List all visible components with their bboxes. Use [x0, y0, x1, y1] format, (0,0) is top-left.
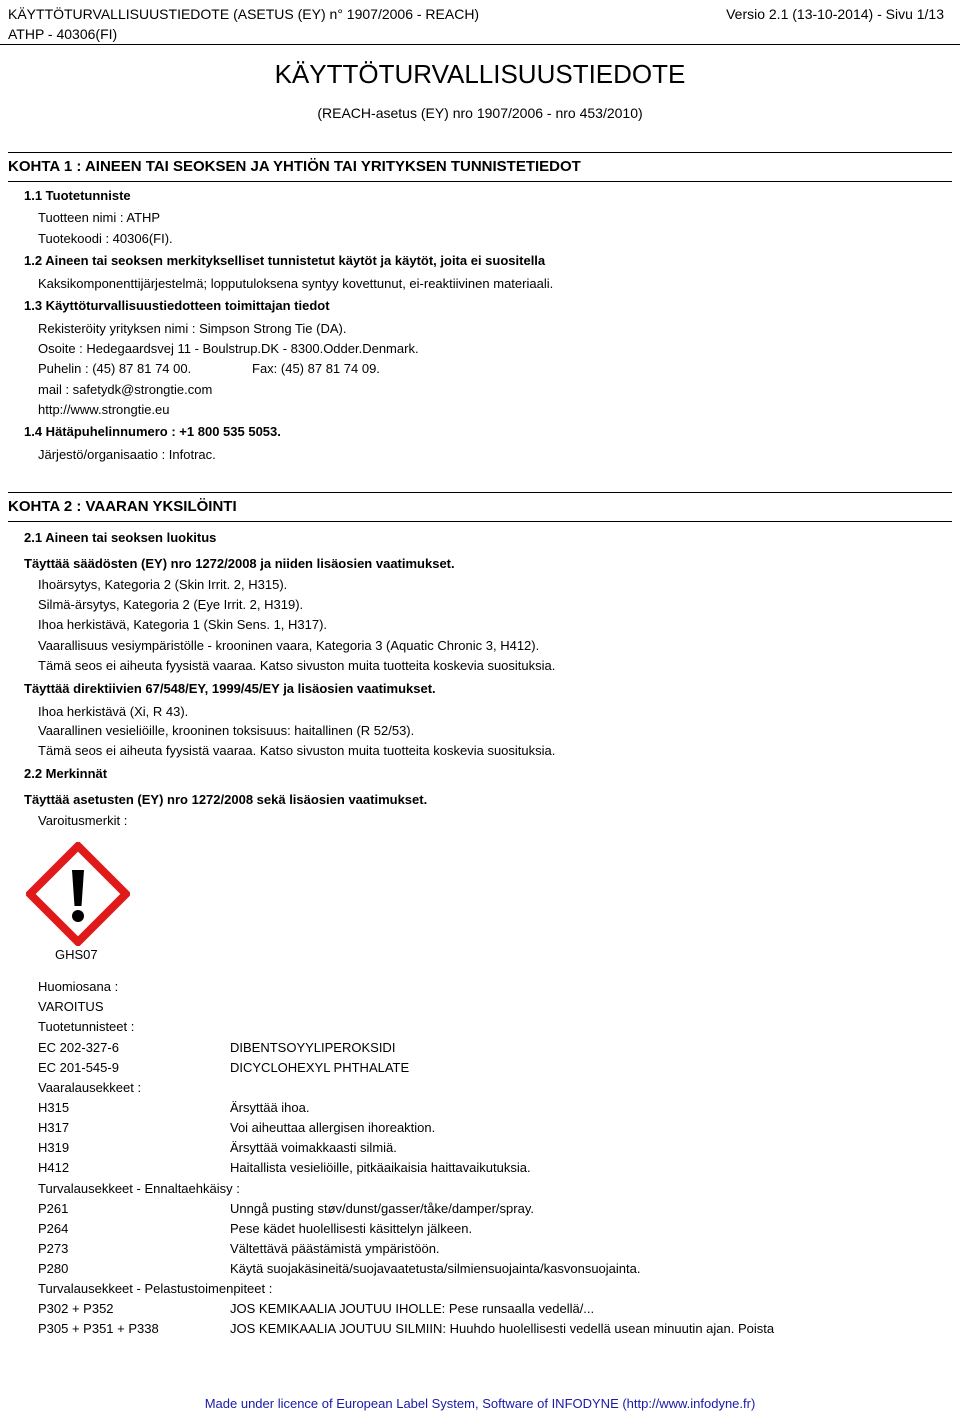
document-subtitle: (REACH-asetus (EY) nro 1907/2006 - nro 453/2010) — [317, 105, 643, 121]
section-2-heading-text: KOHTA 2 : VAARAN YKSILÖINTI — [8, 498, 237, 515]
precaution-text: JOS KEMIKAALIA JOUTUU IHOLLE: Pese runsaalla vedellä/... — [230, 1301, 595, 1316]
prevention-statements-label: Turvalausekkeet - Ennaltaehkäisy : — [38, 1181, 240, 1196]
clp-item: Tämä seos ei aiheuta fyysistä vaaraa. Katso sivuston muita tuotteita koskevia suosituksia. — [38, 658, 556, 673]
precaution-code: P273 — [38, 1241, 69, 1256]
dsd-item: Ihoa herkistävä (Xi, R 43). — [38, 704, 189, 719]
clp-classification-heading: Täyttää säädösten (EY) nro 1272/2008 ja niiden lisäosien vaatimukset. — [24, 556, 455, 571]
hazard-code: H317 — [38, 1120, 70, 1135]
subsection-2-1: 2.1 Aineen tai seoksen luokitus — [24, 530, 217, 545]
product-code: Tuotekoodi : 40306(FI). — [38, 231, 173, 246]
precaution-code: P305 + P351 + P338 — [38, 1321, 159, 1336]
section-1-heading-text: KOHTA 1 : AINEEN TAI SEOKSEN JA YHTIÖN TAI YRITYKSEN TUNNISTETIEDOT — [8, 158, 581, 175]
subsection-1-3: 1.3 Käyttöturvallisuustiedotteen toimittajan tiedot — [24, 298, 330, 313]
subsection-2-2: 2.2 Merkinnät — [24, 766, 108, 781]
label-elements-heading: Täyttää asetusten (EY) nro 1272/2008 sekä lisäosien vaatimukset. — [24, 792, 428, 807]
precaution-code: P264 — [38, 1221, 69, 1236]
section-2-heading — [8, 490, 952, 517]
identifier-code: EC 202-327-6 — [38, 1040, 119, 1055]
section-1-heading — [8, 150, 952, 177]
company-email[interactable]: mail : safetydk@strongtie.com — [38, 382, 213, 397]
section-2-top-rule — [8, 492, 952, 493]
signal-word: VAROITUS — [38, 999, 104, 1014]
exclamation-mark-diamond-icon — [26, 842, 130, 946]
clp-item: Ihoa herkistävä, Kategoria 1 (Skin Sens. 1, H317). — [38, 617, 328, 632]
identifier-name: DIBENTSOYYLIPEROKSIDI — [230, 1040, 396, 1055]
precaution-text: Pese kädet huolellisesti käsittelyn jälkeen. — [230, 1221, 473, 1236]
hazard-text: Ärsyttää ihoa. — [230, 1100, 310, 1115]
emergency-organisation: Järjestö/organisaatio : Infotrac. — [38, 447, 216, 462]
page-header-left — [8, 4, 479, 44]
hazard-text: Voi aiheuttaa allergisen ihoreaktion. — [230, 1120, 436, 1135]
identifiers-label: Tuotetunnisteet : — [38, 1019, 135, 1034]
precaution-text: JOS KEMIKAALIA JOUTUU SILMIIN: Huuhdo huolellisesti vedellä usean minuutin ajan. Poista — [230, 1321, 775, 1336]
hazard-text: Ärsyttää voimakkaasti silmiä. — [230, 1140, 397, 1155]
precaution-text: Unngå pusting støv/dunst/gasser/tåke/damper/spray. — [230, 1201, 534, 1216]
clp-item: Ihoärsytys, Kategoria 2 (Skin Irrit. 2, H315). — [38, 577, 288, 592]
company-phone: Puhelin : (45) 87 81 74 00. — [38, 361, 192, 376]
identified-use: Kaksikomponenttijärjestelmä; lopputuloksena syntyy kovettunut, ei-reaktiivinen materiaali. — [38, 276, 554, 291]
section-1-top-rule — [8, 152, 952, 153]
clp-item: Vaarallisuus vesiympäristölle - krooninen vaara, Kategoria 3 (Aquatic Chronic 3, H412). — [38, 638, 540, 653]
precaution-code: P302 + P352 — [38, 1301, 114, 1316]
signal-word-label: Huomiosana : — [38, 979, 119, 994]
identifier-code: EC 201-545-9 — [38, 1060, 119, 1075]
header-product-id: ATHP - 40306(FI) — [8, 26, 118, 42]
pictograms-label: Varoitusmerkit : — [38, 813, 128, 828]
response-statements-label: Turvalausekkeet - Pelastustoimenpiteet : — [38, 1281, 273, 1296]
precaution-text: Käytä suojakäsineitä/suojavaatetusta/silmiensuojainta/kasvonsuojainta. — [230, 1261, 641, 1276]
hazard-code: H319 — [38, 1140, 70, 1155]
hazard-code: H412 — [38, 1160, 70, 1175]
header-document-title: KÄYTTÖTURVALLISUUSTIEDOTE (ASETUS (EY) n° 1907/2006 - REACH) — [8, 6, 480, 22]
hazard-code: H315 — [38, 1100, 70, 1115]
header-divider — [0, 44, 960, 45]
dsd-classification-heading: Täyttää direktiivien 67/548/EY, 1999/45/EY ja lisäosien vaatimukset. — [24, 681, 436, 696]
dsd-item: Tämä seos ei aiheuta fyysistä vaaraa. Katso sivuston muita tuotteita koskevia suosituksia. — [38, 743, 556, 758]
section-1-bottom-rule — [8, 181, 952, 182]
precaution-code: P280 — [38, 1261, 69, 1276]
hazard-statements-label: Vaaralausekkeet : — [38, 1080, 142, 1095]
hazard-text: Haitallista vesieliöille, pitkäaikaisia haittavaikutuksia. — [230, 1160, 531, 1175]
identifier-name: DICYCLOHEXYL PHTHALATE — [230, 1060, 410, 1075]
company-fax: Fax: (45) 87 81 74 09. — [252, 361, 380, 376]
company-name: Rekisteröity yrityksen nimi : Simpson Strong Tie (DA). — [38, 321, 347, 336]
pictogram-code: GHS07 — [55, 947, 98, 962]
footer-licence-link[interactable]: Made under licence of European Label System, Software of INFODYNE (http://www.infodyne.fr) — [204, 1396, 756, 1411]
company-address: Osoite : Hedegaardsvej 11 - Boulstrup.DK - 8300.Odder.Denmark. — [38, 341, 419, 356]
dsd-item: Vaarallinen vesieliöille, krooninen toksisuus: haitallinen (R 52/53). — [38, 723, 415, 738]
subsection-1-4-emergency: 1.4 Hätäpuhelinnumero : +1 800 535 5053. — [24, 424, 281, 439]
precaution-text: Vältettävä päästämistä ympäristöön. — [230, 1241, 440, 1256]
company-website[interactable]: http://www.strongtie.eu — [38, 402, 170, 417]
header-version-page: Versio 2.1 (13-10-2014) - Sivu 1/13 — [726, 6, 944, 22]
section-2-bottom-rule — [8, 521, 952, 522]
clp-item: Silmä-ärsytys, Kategoria 2 (Eye Irrit. 2, H319). — [38, 597, 304, 612]
subsection-1-2: 1.2 Aineen tai seoksen merkitykselliset tunnistetut käytöt ja käytöt, joita ei suositella — [24, 253, 546, 268]
precaution-code: P261 — [38, 1201, 69, 1216]
document-title: KÄYTTÖTURVALLISUUSTIEDOTE — [274, 59, 686, 89]
subsection-1-1: 1.1 Tuotetunniste — [24, 188, 131, 203]
product-name: Tuotteen nimi : ATHP — [38, 210, 161, 225]
